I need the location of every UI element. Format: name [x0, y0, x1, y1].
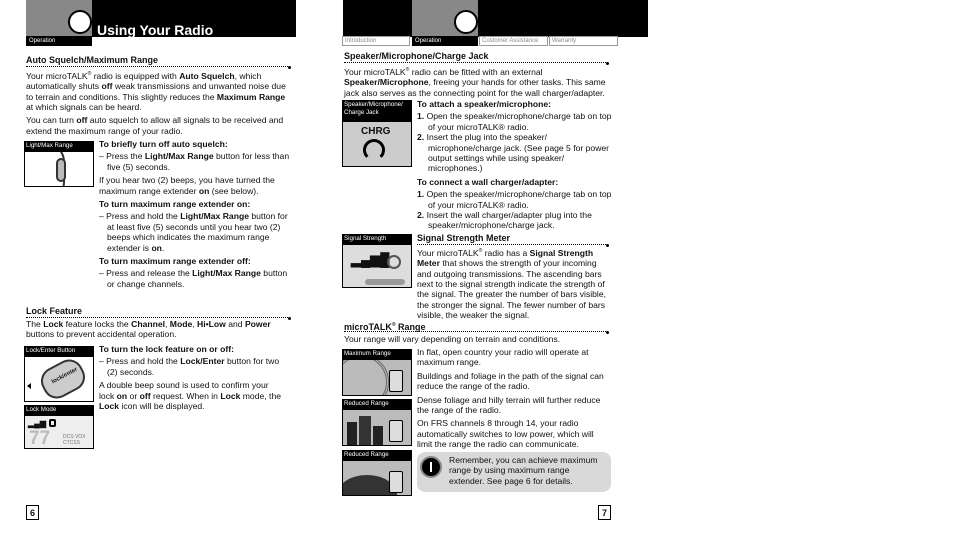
range-intro: Your range will vary depending on terrain and conditions.	[344, 334, 561, 344]
signal-p1: Your microTALK® radio has a Signal Strength Meter that shows the strength of your incoming and outgoing transmissions. The ascending bars next to the signal strength indicate the strength of the signal. The greater the number of bars visible, the stronger the signal. The fewer number of bars visible, the weaker the signal.	[417, 247, 607, 321]
lock-mode-lcd	[24, 415, 94, 449]
radio-icon	[389, 370, 403, 392]
section-rule	[344, 331, 608, 332]
headphone-icon	[363, 139, 385, 161]
signal-bars-icon: ▂▄▆█	[351, 252, 390, 267]
tab-warranty[interactable]: Warranty	[549, 36, 618, 46]
tip-box	[417, 452, 611, 492]
figure-label-lock-enter: Lock/Enter Button	[24, 346, 94, 356]
charge-jack-figure	[342, 121, 412, 167]
connect-step-1: 1. Open the speaker/microphone/charge tab on top of your microTALK® radio.	[417, 189, 612, 210]
lock-p1: The Lock feature locks the Channel, Mode, Hi•Low and Power buttons to prevent accidental operation.	[26, 319, 271, 340]
section-rule	[417, 244, 608, 245]
lcd-text-1: DCS VOX	[63, 434, 86, 440]
radio-icon	[389, 420, 403, 442]
lock-enter-button-text: lock/enter	[50, 366, 79, 386]
figure-label-max-range: Maximum Range	[342, 349, 412, 359]
range-p2: Buildings and foliage in the path of the signal can reduce the range of the radio.	[417, 370, 604, 392]
tip-icon-mark	[430, 462, 432, 472]
right-header-bar	[343, 0, 648, 37]
speaker-p1: Your microTALK® radio can be fitted with an external Speaker/Microphone, freeing your hands for other tasks. This same jack also serves as the connecting point for the wall charger/adapter.	[344, 66, 606, 98]
light-max-button-icon	[56, 158, 66, 182]
auto-squelch-title: Auto Squelch/Maximum Range	[26, 55, 159, 65]
lock-p2: A double beep sound is used to confirm your lock on or off request. When in Lock mode, the Lock icon will be displayed.	[99, 380, 281, 412]
max-range-figure	[342, 359, 412, 396]
walkie-talkie-logo-icon	[454, 10, 478, 34]
on-title: To turn maximum range extender on:	[99, 199, 251, 210]
on-step: – Press and hold the Light/Max Range button for at least five (5) seconds until you hear two (2) beeps which indicates the maximum range extender is on.	[99, 211, 288, 253]
two-beeps-text: If you hear two (2) beeps, you have turned the maximum range extender on (see below).	[99, 175, 275, 196]
building-icon	[373, 426, 383, 446]
lock-sub-title: To turn the lock feature on or off:	[99, 344, 234, 354]
figure-label-light-max: Light/Max Range	[24, 141, 94, 151]
speaker-title: Speaker/Microphone/Charge Jack	[344, 51, 489, 61]
brief-step: – Press the Light/Max Range button for less than five (5) seconds.	[99, 151, 290, 172]
brief-title: To briefly turn off auto squelch:	[99, 139, 228, 149]
tab-introduction[interactable]: Introduction	[342, 36, 410, 46]
tip-icon	[420, 456, 442, 478]
speaker-instructions	[417, 99, 612, 231]
reduced-range-figure-2	[342, 460, 412, 496]
page-number-right: 7	[598, 505, 611, 520]
lcd-digits: 77	[29, 428, 51, 449]
range-text	[417, 347, 607, 453]
connect-step-2: 2. Insert the wall charger/adapter plug into the speaker/microphone/charge jack.	[417, 210, 592, 231]
signal-title: Signal Strength Meter	[417, 233, 511, 243]
off-step: – Press and release the Light/Max Range button or change channels.	[99, 268, 288, 289]
section-dot	[288, 317, 291, 320]
broadcast-icon	[387, 255, 401, 269]
lock-step: – Press and hold the Lock/Enter button for two (2) seconds.	[99, 356, 280, 377]
section-rule	[26, 66, 290, 67]
lock-feature-title: Lock Feature	[26, 306, 83, 316]
jack-text: CHRG	[361, 126, 391, 137]
range-p1: In flat, open country your radio will operate at maximum range.	[417, 347, 589, 368]
figure-label-reduced-range-2: Reduced Range	[342, 450, 412, 460]
signal-strength-figure	[342, 244, 412, 288]
connect-title: To connect a wall charger/adapter:	[417, 176, 559, 187]
lcd-text-2: CTCSS	[63, 440, 80, 446]
attach-step-2: 2. Insert the plug into the speaker/ microphone/charge jack. (See page 5 for power output settings while using speaker/ microphones.)	[417, 132, 610, 174]
auto-squelch-text	[26, 69, 288, 139]
section-rule	[344, 62, 608, 63]
attach-step-1: 1. Open the speaker/microphone/charge tab on top of your microTALK® radio.	[417, 111, 612, 132]
lock-instructions	[99, 344, 284, 414]
page-number-left: 6	[26, 505, 39, 520]
auto-squelch-p2: You can turn off auto squelch to allow all signals to be received and extend the maximum range of your radio.	[26, 115, 284, 136]
range-waves	[342, 359, 389, 396]
light-max-figure	[24, 151, 94, 187]
auto-squelch-p1: Your microTALK® radio is equipped with Auto Squelch, which automatically shuts off weak transmissions and unwanted noise due to terrain and conditions. This slightly reduces the Maximum Range at which signals can be heard.	[26, 70, 286, 113]
range-title: microTALK® Range	[344, 322, 426, 332]
arrow-left-icon	[27, 383, 31, 389]
section-rule	[26, 317, 290, 318]
right-logo-box	[412, 0, 478, 37]
lcd-bar	[365, 279, 405, 285]
tip-text: Remember, you can achieve maximum range by using maximum range extender. See page 6 for details.	[449, 455, 598, 486]
left-tab-operation: Operation	[26, 36, 92, 46]
figure-label-reduced-range-1: Reduced Range	[342, 399, 412, 409]
figure-label-speaker: Speaker/Microphone/ Charge Jack	[342, 100, 412, 121]
off-title: To turn maximum range extender off:	[99, 256, 251, 267]
lock-icon	[49, 419, 56, 427]
range-p4: On FRS channels 8 through 14, your radio automatically switches to low power, which will limit the range the radio can communicate.	[417, 418, 594, 450]
page-title: Using Your Radio	[97, 22, 214, 38]
tab-operation[interactable]: Operation	[412, 36, 478, 46]
range-p3: Dense foliage and hilly terrain will further reduce the range of the radio.	[417, 394, 601, 416]
attach-title: To attach a speaker/microphone:	[417, 99, 552, 109]
walkie-talkie-logo-icon	[68, 10, 92, 34]
radio-icon	[389, 471, 403, 493]
light-max-instructions	[99, 139, 290, 292]
figure-label-lock-mode: Lock Mode	[24, 405, 94, 415]
lock-enter-figure	[24, 356, 94, 402]
tab-customer-assistance[interactable]: Customer Assistance	[479, 36, 548, 46]
building-icon	[347, 422, 357, 446]
left-logo-box	[26, 0, 92, 37]
reduced-range-figure-1	[342, 409, 412, 446]
signal-bars-icon: ▂▄▆	[28, 419, 46, 428]
building-icon	[359, 416, 371, 446]
figure-label-signal: Signal Strength	[342, 234, 412, 244]
section-dot	[288, 66, 291, 69]
